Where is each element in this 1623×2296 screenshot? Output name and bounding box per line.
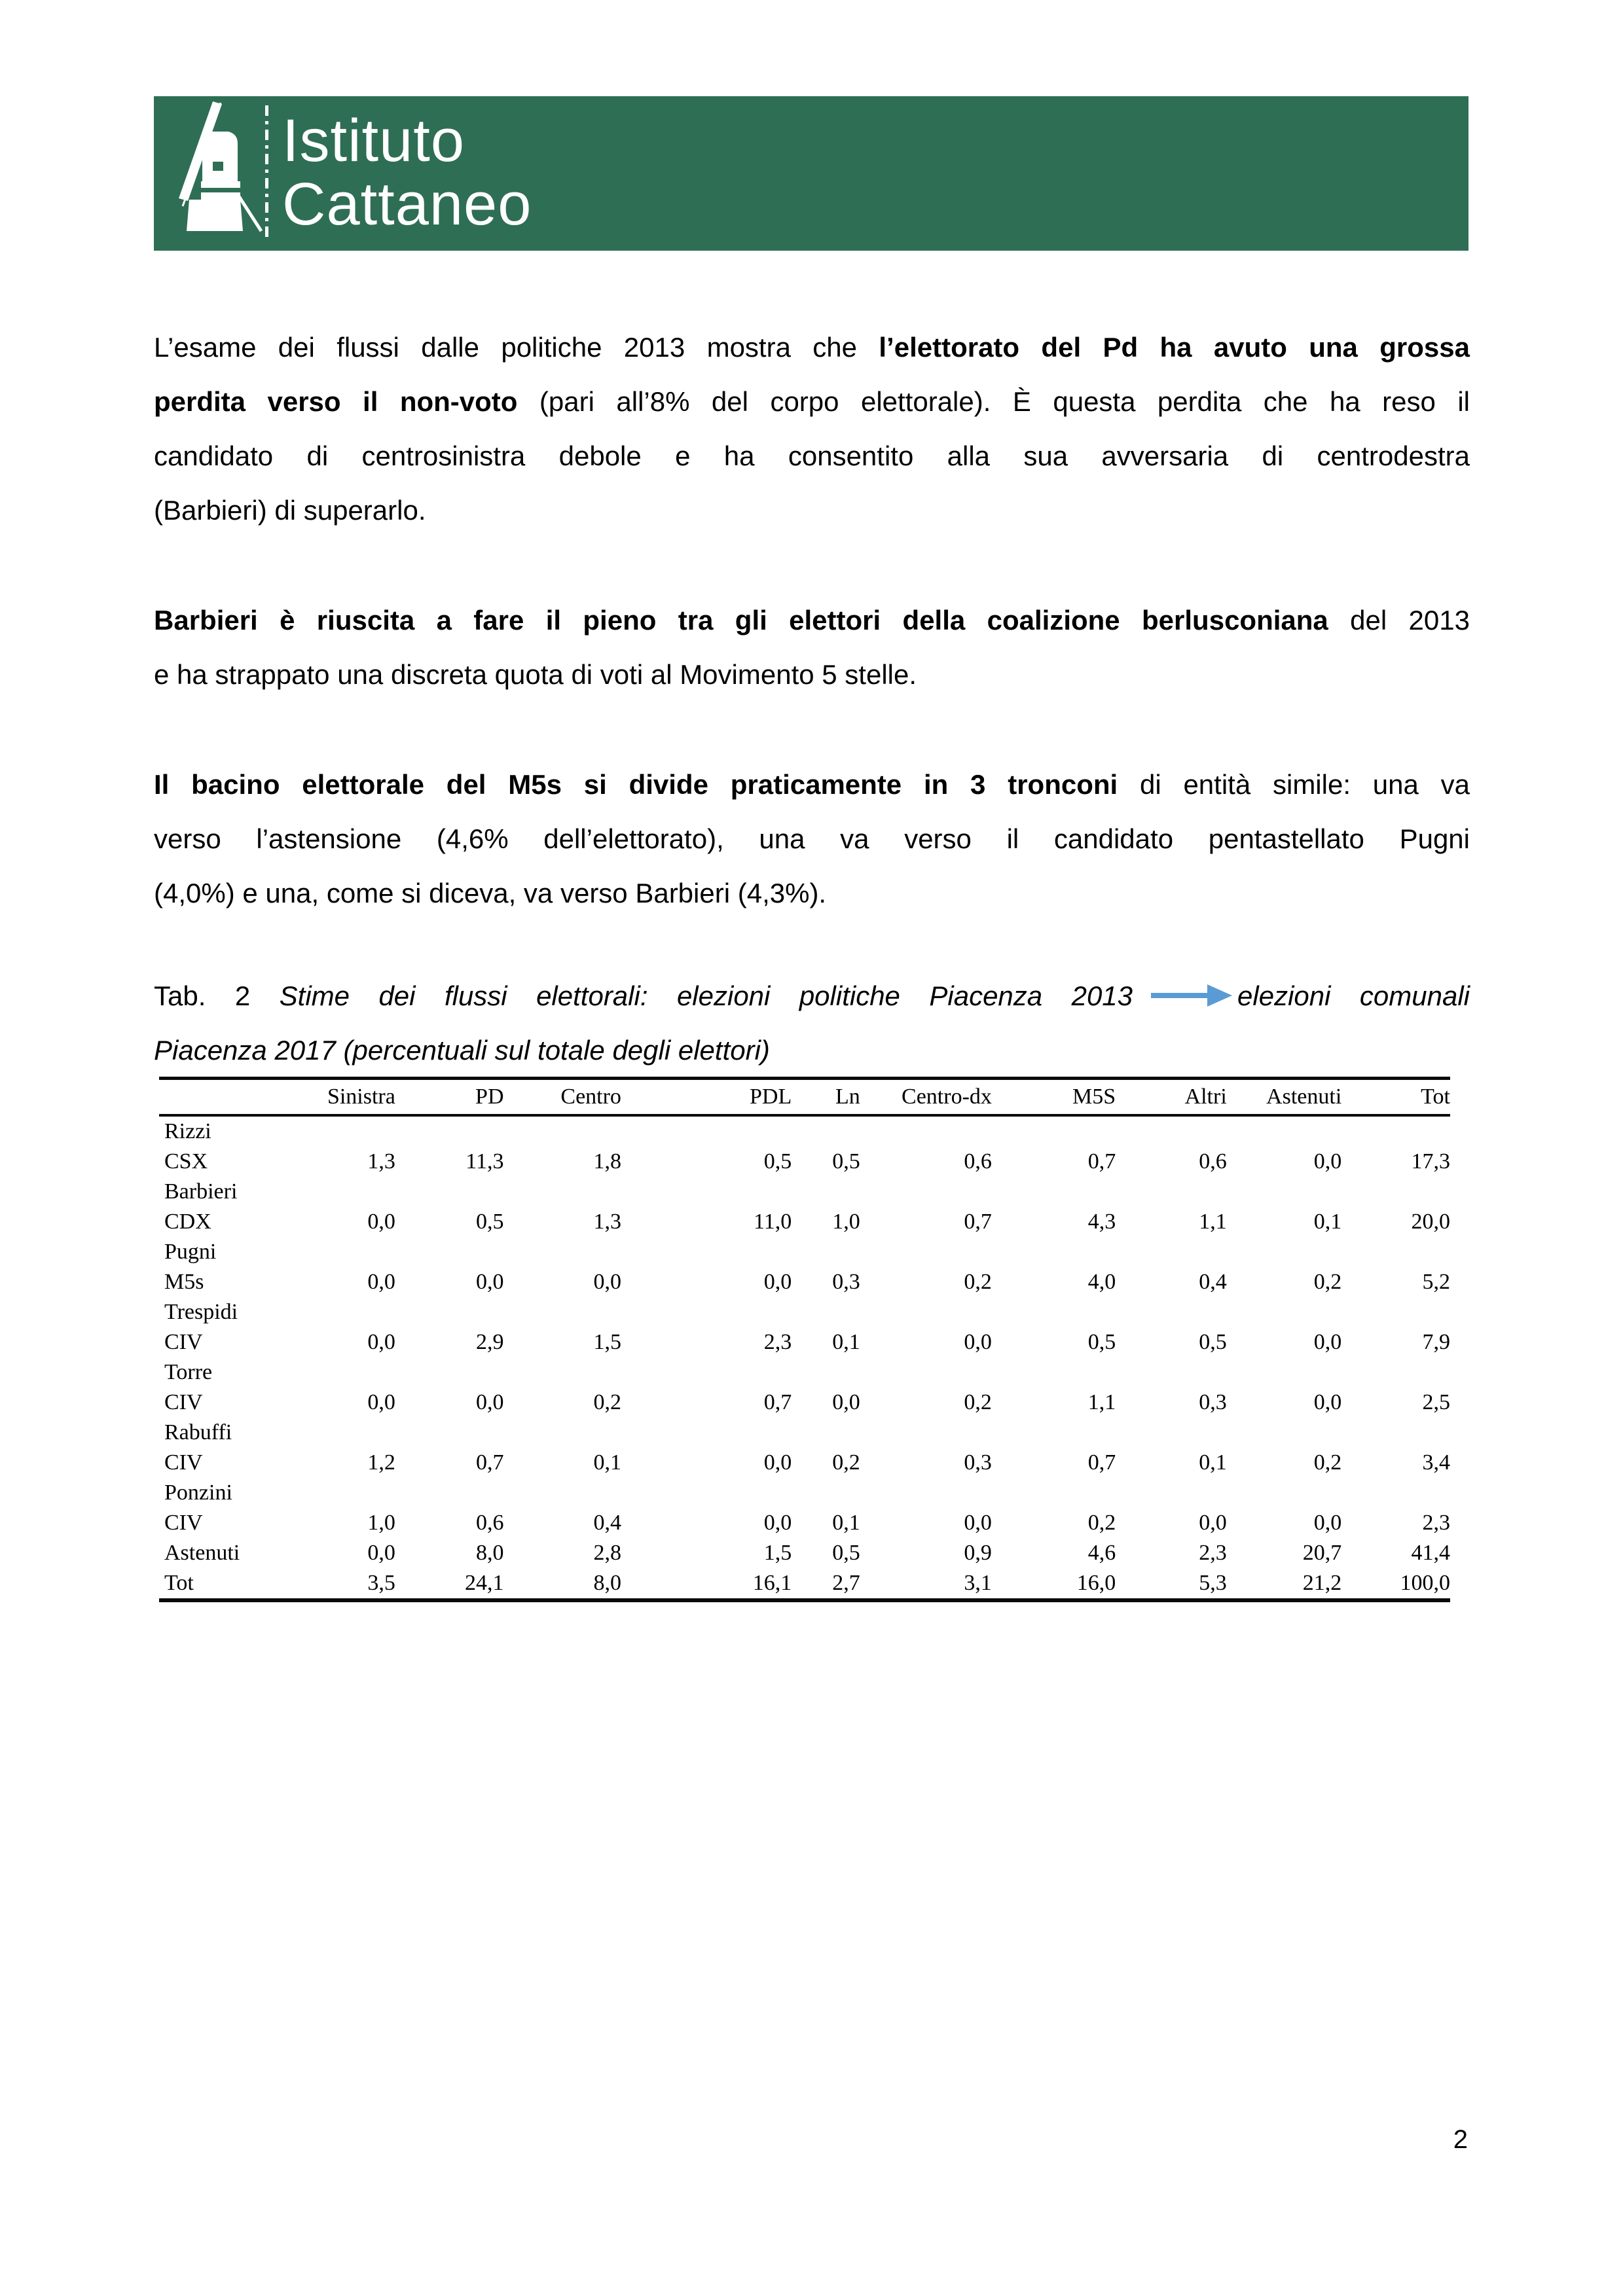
table-row — [159, 1267, 1450, 1297]
value-cell: 3,5 — [367, 1571, 395, 1595]
value-cell — [792, 1297, 860, 1327]
value-cell: 0,6 — [1199, 1149, 1227, 1174]
value-cell: 0,0 — [367, 1330, 395, 1354]
row-label-cell: CIV — [164, 1450, 203, 1475]
value-cell: 2,3 — [1199, 1541, 1227, 1565]
value-cell: 0,0 — [763, 1450, 792, 1475]
text-line — [154, 866, 1470, 920]
value-cell — [395, 1297, 504, 1327]
value-cell — [1341, 1357, 1450, 1388]
text-segment: l’elettorato del Pd ha avuto una grossa — [879, 332, 1470, 363]
table-row — [159, 1177, 1450, 1207]
text-segment: (pari all’8% del corpo elettorale). È questa perdita che ha reso il — [517, 386, 1470, 417]
value-cell — [504, 1237, 621, 1267]
table-head — [159, 1079, 1450, 1116]
text-segment: verso l’astensione (4,6% dell’elettorato), una va verso il candidato pentastellato Pugni — [154, 823, 1470, 854]
value-cell — [621, 1357, 792, 1388]
row-label-cell: Trespidi — [164, 1300, 238, 1324]
value-cell — [792, 1115, 860, 1147]
value-cell: 1,5 — [763, 1541, 792, 1565]
value-cell: 0,7 — [1087, 1450, 1116, 1475]
value-cell — [860, 1357, 992, 1388]
text-line — [154, 593, 1470, 647]
table-row — [159, 1478, 1450, 1508]
value-cell: 7,9 — [1422, 1330, 1450, 1354]
electoral-flows-table — [159, 1077, 1450, 1602]
table-row — [159, 1508, 1450, 1538]
value-cell: 41,4 — [1411, 1541, 1450, 1565]
text-segment: perdita verso il non-voto — [154, 386, 518, 417]
value-cell — [621, 1177, 792, 1207]
row-label-cell: CDX — [164, 1210, 211, 1234]
value-cell — [860, 1418, 992, 1448]
value-cell — [395, 1478, 504, 1508]
row-label-cell: M5s — [164, 1270, 204, 1294]
value-cell — [860, 1237, 992, 1267]
text-segment: L’esame dei flussi dalle politiche 2013 mostra che — [154, 332, 879, 363]
text-line — [154, 647, 1470, 702]
table-row — [159, 1568, 1450, 1600]
brand-line-1: Istituto — [282, 107, 465, 174]
value-cell — [395, 1177, 504, 1207]
value-cell: 2,3 — [1422, 1511, 1450, 1535]
value-cell: 0,5 — [1199, 1330, 1227, 1354]
text-segment: di entità simile: una va — [1118, 769, 1470, 800]
value-cell — [1341, 1177, 1450, 1207]
table-row — [159, 1357, 1450, 1388]
value-cell: 0,1 — [593, 1450, 621, 1475]
value-cell: 0,5 — [763, 1149, 792, 1174]
value-cell — [992, 1418, 1116, 1448]
value-cell — [992, 1478, 1116, 1508]
right-arrow-icon — [1151, 993, 1209, 998]
table-row — [159, 1327, 1450, 1357]
value-cell — [1227, 1177, 1342, 1207]
value-cell — [992, 1237, 1116, 1267]
value-cell: 0,0 — [367, 1541, 395, 1565]
value-cell: 21,2 — [1302, 1571, 1342, 1595]
brand-line-2: Cattaneo — [282, 171, 532, 238]
row-label-cell: Astenuti — [164, 1541, 240, 1565]
text-segment: Piacenza 2017 (percentuali sul totale degli elettori) — [154, 1035, 770, 1066]
value-cell — [992, 1357, 1116, 1388]
page-number: 2 — [1453, 2125, 1468, 2154]
value-cell — [1116, 1115, 1227, 1147]
value-cell: 0,0 — [832, 1390, 860, 1414]
value-cell — [621, 1478, 792, 1508]
value-cell: 0,0 — [1313, 1330, 1342, 1354]
value-cell — [504, 1357, 621, 1388]
value-cell — [1227, 1115, 1342, 1147]
value-cell: 4,0 — [1087, 1270, 1116, 1294]
value-cell: 11,0 — [753, 1210, 792, 1234]
value-cell: 5,3 — [1199, 1571, 1227, 1595]
column-header: Tot — [1341, 1079, 1450, 1116]
value-cell: 100,0 — [1400, 1571, 1450, 1595]
value-cell — [310, 1115, 395, 1147]
value-cell: 0,5 — [832, 1541, 860, 1565]
value-cell: 8,0 — [476, 1541, 504, 1565]
value-cell — [1341, 1237, 1450, 1267]
value-cell — [1116, 1177, 1227, 1207]
value-cell: 4,3 — [1087, 1210, 1116, 1234]
value-cell — [792, 1177, 860, 1207]
table-row — [159, 1388, 1450, 1418]
value-cell: 0,3 — [832, 1270, 860, 1294]
value-cell — [860, 1115, 992, 1147]
value-cell — [1227, 1418, 1342, 1448]
value-cell — [792, 1418, 860, 1448]
value-cell: 0,2 — [1087, 1511, 1116, 1535]
value-cell: 0,9 — [964, 1541, 992, 1565]
value-cell: 0,3 — [1199, 1390, 1227, 1414]
text-line — [154, 429, 1470, 483]
paragraph-3 — [154, 757, 1470, 920]
table-row — [159, 1237, 1450, 1267]
table-row — [159, 1207, 1450, 1237]
column-header: Astenuti — [1227, 1079, 1342, 1116]
value-cell: 1,2 — [367, 1450, 395, 1475]
value-cell — [860, 1478, 992, 1508]
value-cell: 0,2 — [832, 1450, 860, 1475]
paragraph-1 — [154, 320, 1470, 537]
text-line — [154, 969, 1470, 1023]
value-cell — [1227, 1297, 1342, 1327]
row-label-cell: CSX — [164, 1149, 208, 1174]
value-cell: 0,1 — [1199, 1450, 1227, 1475]
table-row — [159, 1297, 1450, 1327]
text-segment: Stime dei flussi elettorali: elezioni politiche Piacenza 2013 — [279, 980, 1133, 1011]
value-cell: 0,0 — [476, 1270, 504, 1294]
value-cell — [1116, 1297, 1227, 1327]
text-segment: del 2013 — [1328, 605, 1470, 636]
row-label-cell: CIV — [164, 1511, 203, 1535]
value-cell — [1227, 1357, 1342, 1388]
banner-dashed-divider — [265, 105, 268, 242]
column-header: Altri — [1116, 1079, 1227, 1116]
value-cell — [395, 1237, 504, 1267]
value-cell — [1341, 1478, 1450, 1508]
value-cell — [310, 1478, 395, 1508]
row-label-cell: Ponzini — [164, 1480, 232, 1505]
value-cell: 2,9 — [476, 1330, 504, 1354]
row-label-cell: Torre — [164, 1360, 213, 1384]
value-cell — [395, 1357, 504, 1388]
value-cell — [1341, 1115, 1450, 1147]
value-cell: 0,7 — [763, 1390, 792, 1414]
value-cell: 0,0 — [367, 1270, 395, 1294]
value-cell — [792, 1478, 860, 1508]
value-cell: 0,5 — [1087, 1330, 1116, 1354]
text-segment: Il bacino elettorale del M5s si divide praticamente in 3 tronconi — [154, 769, 1118, 800]
text-segment: e ha strappato una discreta quota di voti al Movimento 5 stelle. — [154, 659, 917, 690]
value-cell: 0,7 — [1087, 1149, 1116, 1174]
value-cell: 0,0 — [964, 1511, 992, 1535]
value-cell: 0,1 — [1313, 1210, 1342, 1234]
value-cell — [310, 1418, 395, 1448]
value-cell — [310, 1237, 395, 1267]
value-cell: 20,7 — [1302, 1541, 1342, 1565]
paragraph-2 — [154, 593, 1470, 702]
value-cell: 0,0 — [1313, 1149, 1342, 1174]
value-cell — [310, 1177, 395, 1207]
value-cell — [504, 1115, 621, 1147]
column-header: PDL — [621, 1079, 792, 1116]
text-segment: elezioni comunali — [1237, 980, 1470, 1011]
value-cell — [504, 1418, 621, 1448]
column-header — [159, 1079, 310, 1116]
table-body — [159, 1115, 1450, 1600]
table-row — [159, 1538, 1450, 1568]
text-line — [154, 320, 1470, 374]
value-cell: 16,0 — [1076, 1571, 1116, 1595]
value-cell: 2,3 — [763, 1330, 792, 1354]
value-cell: 1,3 — [367, 1149, 395, 1174]
column-header: M5S — [992, 1079, 1116, 1116]
table-row — [159, 1448, 1450, 1478]
value-cell: 0,0 — [367, 1390, 395, 1414]
value-cell — [310, 1357, 395, 1388]
value-cell: 2,7 — [832, 1571, 860, 1595]
value-cell: 2,5 — [1422, 1390, 1450, 1414]
value-cell: 3,4 — [1422, 1450, 1450, 1475]
value-cell: 1,3 — [593, 1210, 621, 1234]
value-cell: 0,5 — [832, 1149, 860, 1174]
value-cell: 0,7 — [964, 1210, 992, 1234]
value-cell — [1116, 1478, 1227, 1508]
value-cell: 0,0 — [476, 1390, 504, 1414]
value-cell: 0,1 — [832, 1330, 860, 1354]
value-cell — [504, 1297, 621, 1327]
value-cell — [792, 1237, 860, 1267]
row-label-cell: Rabuffi — [164, 1420, 232, 1444]
value-cell: 11,3 — [465, 1149, 504, 1174]
value-cell: 2,8 — [593, 1541, 621, 1565]
value-cell — [1341, 1418, 1450, 1448]
header-banner — [154, 96, 1468, 251]
text-line — [154, 374, 1470, 429]
value-cell: 0,2 — [593, 1390, 621, 1414]
value-cell: 17,3 — [1411, 1149, 1450, 1174]
value-cell: 0,0 — [593, 1270, 621, 1294]
column-header: Centro-dx — [860, 1079, 992, 1116]
value-cell: 0,2 — [964, 1270, 992, 1294]
row-label-cell: CIV — [164, 1390, 203, 1414]
row-label-cell: CIV — [164, 1330, 203, 1354]
value-cell — [621, 1418, 792, 1448]
value-cell: 0,6 — [476, 1511, 504, 1535]
value-cell — [1341, 1297, 1450, 1327]
value-cell: 1,1 — [1199, 1210, 1227, 1234]
value-cell — [1227, 1237, 1342, 1267]
text-segment: Barbieri è riuscita a fare il pieno tra gli elettori della coalizione berlusconiana — [154, 605, 1328, 636]
text-line — [154, 483, 1470, 537]
value-cell: 0,0 — [763, 1511, 792, 1535]
brand-name — [282, 109, 532, 236]
value-cell — [1116, 1237, 1227, 1267]
value-cell: 0,0 — [763, 1270, 792, 1294]
value-cell — [504, 1478, 621, 1508]
value-cell: 0,0 — [1313, 1511, 1342, 1535]
column-header: Centro — [504, 1079, 621, 1116]
value-cell: 0,5 — [476, 1210, 504, 1234]
value-cell: 0,6 — [964, 1149, 992, 1174]
text-segment: (4,0%) e una, come si diceva, va verso Barbieri (4,3%). — [154, 878, 827, 908]
row-label-cell: Pugni — [164, 1240, 217, 1264]
text-segment: (Barbieri) di superarlo. — [154, 495, 426, 526]
text-line — [154, 1023, 1470, 1077]
value-cell — [395, 1418, 504, 1448]
value-cell: 0,4 — [593, 1511, 621, 1535]
text-line — [154, 812, 1470, 866]
value-cell: 3,1 — [964, 1571, 992, 1595]
table-row — [159, 1115, 1450, 1147]
value-cell: 24,1 — [465, 1571, 504, 1595]
value-cell: 0,0 — [1313, 1390, 1342, 1414]
value-cell: 1,0 — [367, 1511, 395, 1535]
text-segment: candidato di centrosinistra debole e ha consentito alla sua avversaria di centrodestra — [154, 440, 1470, 471]
value-cell: 0,0 — [964, 1330, 992, 1354]
value-cell — [621, 1237, 792, 1267]
value-cell: 0,2 — [964, 1390, 992, 1414]
column-header: Sinistra — [310, 1079, 395, 1116]
value-cell: 0,2 — [1313, 1270, 1342, 1294]
value-cell — [395, 1115, 504, 1147]
value-cell: 1,1 — [1087, 1390, 1116, 1414]
column-header: PD — [395, 1079, 504, 1116]
value-cell: 0,1 — [832, 1511, 860, 1535]
value-cell: 0,0 — [367, 1210, 395, 1234]
value-cell — [1116, 1418, 1227, 1448]
table-row — [159, 1418, 1450, 1448]
value-cell: 20,0 — [1411, 1210, 1450, 1234]
value-cell: 5,2 — [1422, 1270, 1450, 1294]
value-cell: 0,2 — [1313, 1450, 1342, 1475]
value-cell: 8,0 — [593, 1571, 621, 1595]
value-cell — [310, 1297, 395, 1327]
value-cell: 1,0 — [832, 1210, 860, 1234]
value-cell — [621, 1297, 792, 1327]
value-cell: 0,3 — [964, 1450, 992, 1475]
value-cell: 0,4 — [1199, 1270, 1227, 1294]
microscope-icon — [163, 101, 263, 242]
value-cell: 4,6 — [1087, 1541, 1116, 1565]
value-cell — [992, 1115, 1116, 1147]
value-cell: 0,0 — [1199, 1511, 1227, 1535]
value-cell: 0,7 — [476, 1450, 504, 1475]
text-line — [154, 757, 1470, 812]
value-cell — [621, 1115, 792, 1147]
row-label-cell: Tot — [164, 1571, 194, 1595]
header-row — [159, 1079, 1450, 1116]
table-row — [159, 1147, 1450, 1177]
table-caption — [154, 969, 1470, 1077]
value-cell — [1227, 1478, 1342, 1508]
row-label-cell: Rizzi — [164, 1119, 211, 1143]
value-cell — [504, 1177, 621, 1207]
value-cell — [992, 1297, 1116, 1327]
value-cell — [860, 1177, 992, 1207]
value-cell — [992, 1177, 1116, 1207]
value-cell: 1,5 — [593, 1330, 621, 1354]
value-cell — [860, 1297, 992, 1327]
column-header: Ln — [792, 1079, 860, 1116]
text-segment: Tab. 2 — [154, 980, 280, 1011]
value-cell: 1,8 — [593, 1149, 621, 1174]
row-label-cell: Barbieri — [164, 1179, 238, 1204]
value-cell — [792, 1357, 860, 1388]
value-cell: 16,1 — [752, 1571, 792, 1595]
value-cell — [1116, 1357, 1227, 1388]
